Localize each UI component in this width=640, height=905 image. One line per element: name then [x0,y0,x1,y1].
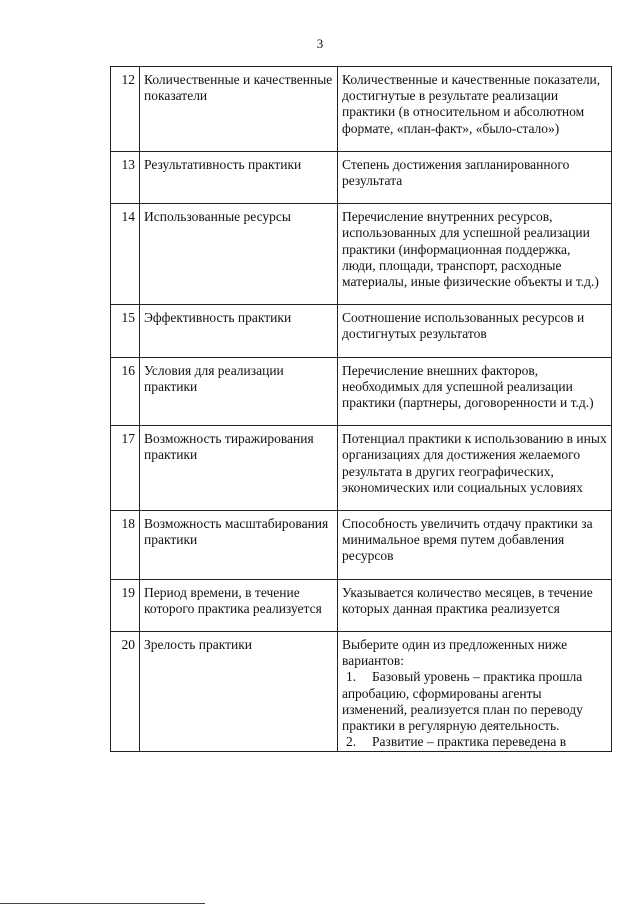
footnote-rule [0,903,205,904]
row-number: 16 [111,357,140,426]
criterion-name: Зрелость практики [140,632,338,751]
option-item [342,734,607,750]
criterion-description: Количественные и качественные показатели, достигнутые в результате реализации практики (в относительном и абсолютном формате, «план-факт», «было-стало») [338,67,612,152]
option-text: Базовый уровень – практика прошла апробацию, сформированы агенты изменений, реализуется план по переводу практики в регулярную деятельность. [342,669,583,734]
row-number: 14 [111,204,140,305]
option-number: 1. [346,669,357,685]
criterion-name: Количественные и качественные показатели [140,67,338,152]
row-number: 17 [111,426,140,511]
options-intro: Выберите один из предложенных ниже вариантов: [342,637,568,669]
row-number: 19 [111,579,140,631]
criterion-name: Использованные ресурсы [140,204,338,305]
criterion-name: Возможность тиражирования практики [140,426,338,511]
table-row [111,151,612,203]
row-number: 13 [111,151,140,203]
criterion-description: Перечисление внешних факторов, необходимых для успешной реализации практики (партнеры, договоренности и т.д.) [338,357,612,426]
row-number: 18 [111,511,140,580]
row-number: 20 [111,632,140,751]
table-row [111,511,612,580]
criterion-description: Перечисление внутренних ресурсов, использованных для успешной реализации практики (информационная поддержка, люди, площади, транспорт, расходные материалы, иные физические объекты и т.д.) [338,204,612,305]
table-row [111,67,612,152]
table-row [111,357,612,426]
option-item [342,669,607,734]
criterion-description: Степень достижения запланированного результата [338,151,612,203]
row-number: 12 [111,67,140,152]
table-row [111,632,612,751]
criterion-name: Условия для реализации практики [140,357,338,426]
practice-criteria-table [110,66,612,752]
table-row [111,204,612,305]
option-number: 2. [346,734,357,750]
criterion-name: Эффективность практики [140,305,338,357]
table-row [111,305,612,357]
criterion-description: Потенциал практики к использованию в иных организациях для достижения желаемого результата в других географических, экономических или социальных условиях [338,426,612,511]
row-number: 15 [111,305,140,357]
table-row [111,579,612,631]
criterion-name: Период времени, в течение которого практика реализуется [140,579,338,631]
criterion-description [338,632,612,751]
table-row [111,426,612,511]
page-number: 3 [316,36,324,51]
criterion-description: Способность увеличить отдачу практики за минимальное время путем добавления ресурсов [338,511,612,580]
option-text: Развитие – практика переведена в [372,734,567,750]
criterion-description: Указывается количество месяцев, в течение которых данная практика реализуется [338,579,612,631]
criterion-name: Результативность практики [140,151,338,203]
criterion-description: Соотношение использованных ресурсов и достигнутых результатов [338,305,612,357]
criterion-name: Возможность масштабирования практики [140,511,338,580]
